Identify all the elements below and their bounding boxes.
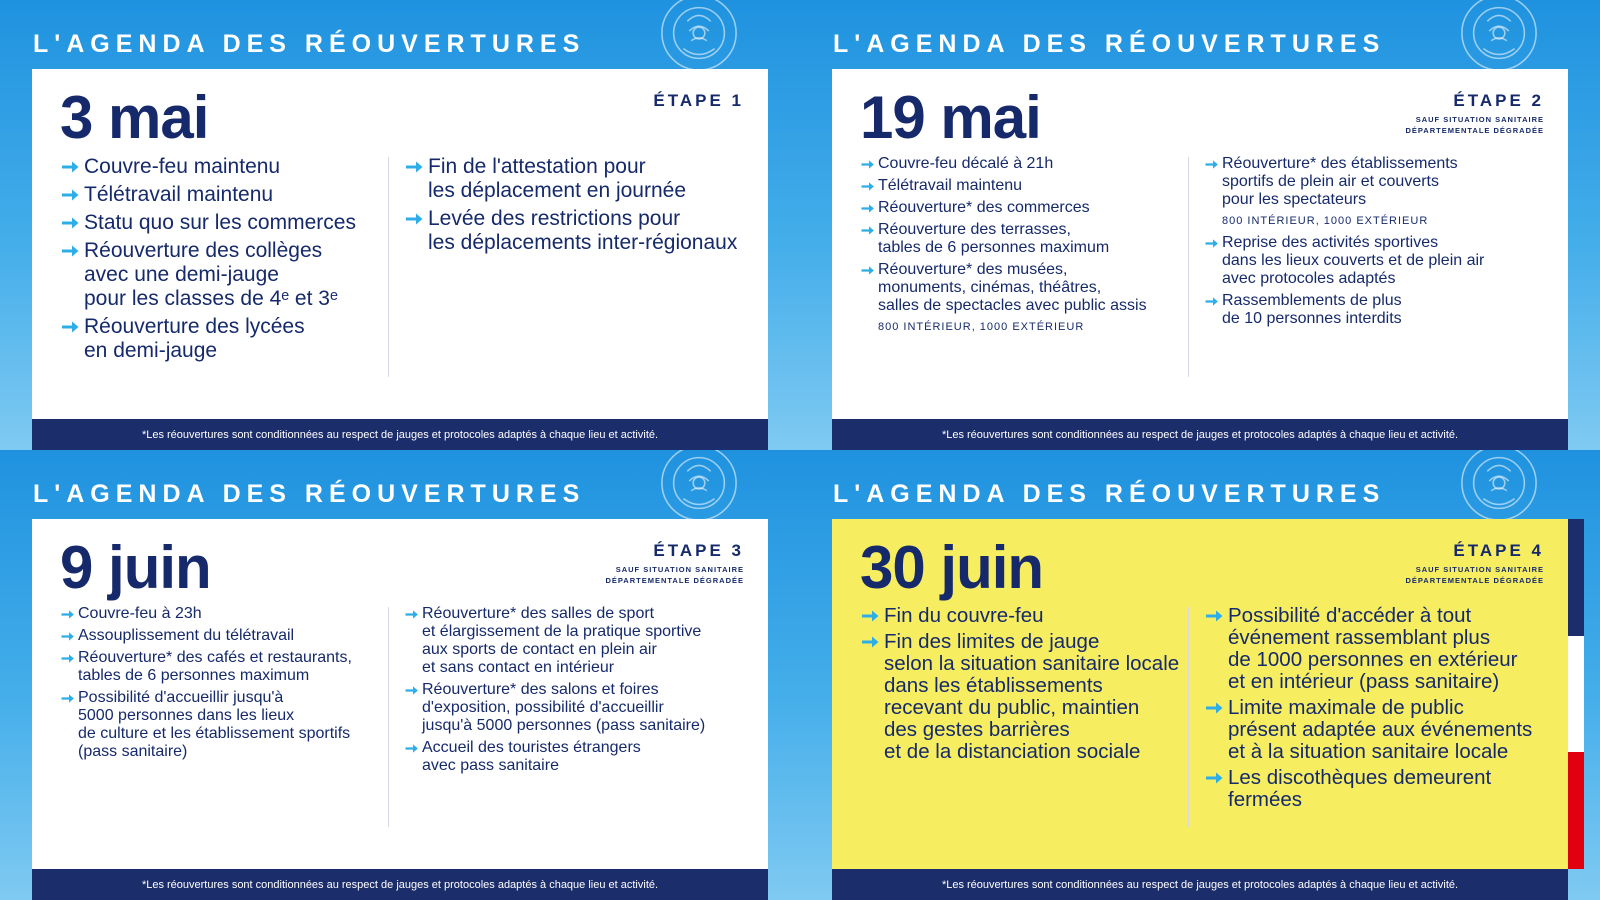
presidence-seal-icon: [650, 450, 748, 524]
step-label: ÉTAPE 4: [1453, 541, 1544, 560]
capacity-note: 800 INTÉRIEUR, 1000 EXTÉRIEUR: [1222, 215, 1429, 227]
list-item: [404, 739, 749, 775]
arrow-right-icon: [60, 651, 75, 666]
left-column: [860, 605, 1190, 767]
list-item-text: Possibilité d'accueillir jusqu'à 5000 personnes dans les lieux de culture et les établissement sportifs (pass sanitaire): [78, 689, 351, 760]
panel-header: L'AGENDA DES RÉOUVERTURES: [33, 30, 586, 58]
list-item-text: Les discothèques demeurent fermées: [1228, 766, 1492, 811]
arrow-right-icon: [404, 683, 419, 698]
list-item: [860, 631, 1190, 763]
panel-header: L'AGENDA DES RÉOUVERTURES: [833, 30, 1386, 58]
footer-note: *Les réouvertures sont conditionnées au respect de jauges et protocoles adaptés à chaque lieu et activité.: [832, 419, 1568, 450]
list-item: [860, 261, 1190, 336]
panel-etape-1: [0, 0, 800, 450]
arrow-right-icon: [1204, 768, 1224, 788]
right-column: [404, 155, 749, 259]
list-item: [1204, 605, 1549, 693]
arrow-right-icon: [60, 213, 80, 233]
list-item: [860, 221, 1190, 257]
list-item: [60, 689, 390, 761]
column-divider: [388, 607, 389, 827]
left-column: [860, 155, 1190, 340]
panel-date: 3 mai: [60, 84, 209, 151]
step-block: [594, 541, 744, 586]
list-item-text: Accueil des touristes étrangers avec pass sanitaire: [422, 739, 641, 774]
arrow-right-icon: [1204, 698, 1224, 718]
arrow-right-icon: [860, 263, 875, 278]
arrow-right-icon: [1204, 606, 1224, 626]
panel-header: L'AGENDA DES RÉOUVERTURES: [33, 480, 586, 508]
list-item: [60, 649, 390, 685]
list-item-text: Télétravail maintenu: [84, 183, 274, 206]
arrow-right-icon: [860, 223, 875, 238]
arrow-right-icon: [404, 607, 419, 622]
list-item-text: Possibilité d'accéder à tout événement rassemblant plus de 1000 personnes en extérieur et en intérieur (pass sanitaire): [1228, 604, 1518, 693]
right-column: [404, 605, 749, 779]
step-label: ÉTAPE 1: [653, 91, 744, 110]
panel-date: 9 juin: [60, 534, 211, 601]
list-item: [60, 627, 390, 645]
footer-note: *Les réouvertures sont conditionnées au respect de jauges et protocoles adaptés à chaque lieu et activité.: [32, 869, 768, 900]
arrow-right-icon: [60, 241, 80, 261]
list-item-text: Levée des restrictions pour les déplacements inter-régionaux: [428, 207, 738, 254]
list-item: [860, 199, 1190, 217]
panel-card: [832, 69, 1568, 441]
list-item-text: Couvre-feu à 23h: [78, 605, 202, 622]
list-item-text: Réouverture* des salons et foires d'exposition, possibilité d'accueillir jusqu'à 5000 personnes (pass sanitaire): [422, 681, 706, 734]
arrow-right-icon: [60, 157, 80, 177]
list-item-text: Assouplissement du télétravail: [78, 627, 295, 644]
list-item: [860, 155, 1190, 173]
arrow-right-icon: [404, 209, 424, 229]
arrow-right-icon: [1204, 236, 1219, 251]
capacity-note: 800 INTÉRIEUR, 1000 EXTÉRIEUR: [878, 321, 1085, 333]
list-item-text: Statu quo sur les commerces: [84, 211, 356, 234]
arrow-right-icon: [60, 185, 80, 205]
list-item-text: Réouverture des collèges avec une demi-jauge pour les classes de 4ᵉ et 3ᵉ: [84, 239, 338, 310]
list-item-text: Couvre-feu décalé à 21h: [878, 155, 1054, 172]
list-item-text: Fin de l'attestation pour les déplacement en journée: [428, 155, 687, 202]
list-item: [404, 681, 749, 735]
panel-etape-2: [800, 0, 1600, 450]
list-item-text: Couvre-feu maintenu: [84, 155, 281, 178]
panel-date: 19 mai: [860, 84, 1041, 151]
french-flag-stripe: [1568, 519, 1584, 869]
step-block: [1394, 541, 1544, 586]
panel-header: L'AGENDA DES RÉOUVERTURES: [833, 480, 1386, 508]
list-item: [1204, 697, 1549, 763]
presidence-seal-icon: [1450, 0, 1548, 74]
step-label: ÉTAPE 3: [653, 541, 744, 560]
list-item: [60, 315, 390, 363]
arrow-right-icon: [60, 691, 75, 706]
list-item: [404, 155, 749, 203]
step-label: ÉTAPE 2: [1453, 91, 1544, 110]
arrow-right-icon: [60, 317, 80, 337]
arrow-right-icon: [60, 607, 75, 622]
footer-note: *Les réouvertures sont conditionnées au respect de jauges et protocoles adaptés à chaque lieu et activité.: [32, 419, 768, 450]
list-item-text: Télétravail maintenu: [878, 177, 1023, 194]
column-divider: [1188, 607, 1189, 827]
arrow-right-icon: [860, 201, 875, 216]
list-item: [60, 155, 390, 179]
list-item: [60, 183, 390, 207]
left-column: [60, 605, 390, 765]
list-item-text: Reprise des activités sportives dans les lieux couverts et de plein air avec protocoles adaptés: [1222, 234, 1485, 287]
list-item-text: Réouverture* des salles de sport et élargissement de la pratique sportive aux sports de contact en plein air et sans contact en intérieur: [422, 605, 702, 676]
list-item-text: Fin du couvre-feu: [884, 604, 1044, 627]
list-item: [404, 605, 749, 677]
presidence-seal-icon: [1450, 450, 1548, 524]
list-item: [1204, 767, 1549, 811]
presidence-seal-icon: [650, 0, 748, 74]
arrow-right-icon: [860, 606, 880, 626]
list-item-text: Limite maximale de public présent adaptée aux événements et à la situation sanitaire locale: [1228, 696, 1533, 763]
panel-etape-3: [0, 450, 800, 900]
panel-date: 30 juin: [860, 534, 1044, 601]
arrow-right-icon: [404, 741, 419, 756]
list-item: [60, 211, 390, 235]
left-column: [60, 155, 390, 367]
list-item: [60, 605, 390, 623]
arrow-right-icon: [404, 157, 424, 177]
list-item: [860, 177, 1190, 195]
list-item-text: Réouverture des terrasses, tables de 6 personnes maximum: [878, 221, 1110, 256]
arrow-right-icon: [860, 157, 875, 172]
arrow-right-icon: [1204, 157, 1219, 172]
list-item-text: Réouverture* des commerces: [878, 199, 1090, 216]
arrow-right-icon: [1204, 294, 1219, 309]
step-block: [653, 91, 744, 111]
list-item: [1204, 155, 1549, 230]
panel-card: [832, 519, 1568, 891]
list-item-text: Réouverture* des cafés et restaurants, tables de 6 personnes maximum: [78, 649, 352, 684]
panel-etape-4: [800, 450, 1600, 900]
list-item-text: Réouverture des lycées en demi-jauge: [84, 315, 305, 362]
right-column: [1204, 605, 1549, 815]
arrow-right-icon: [860, 632, 880, 652]
list-item-text: Rassemblements de plus de 10 personnes interdits: [1222, 292, 1402, 327]
step-note: SAUF SITUATION SANITAIRE DÉPARTEMENTALE DÉGRADÉE: [605, 565, 744, 585]
list-item-text: Fin des limites de jauge selon la situation sanitaire locale dans les établissements recevant du public, maintien des gestes barrières et de la distanciation sociale: [884, 630, 1180, 763]
arrow-right-icon: [60, 629, 75, 644]
list-item: [1204, 292, 1549, 328]
column-divider: [1188, 157, 1189, 377]
list-item-text: Réouverture* des établissements sportifs de plein air et couverts pour les spectateurs: [1222, 155, 1458, 208]
list-item: [1204, 234, 1549, 288]
panel-card: [32, 519, 768, 891]
column-divider: [388, 157, 389, 377]
step-block: [1394, 91, 1544, 136]
list-item: [60, 239, 390, 311]
step-note: SAUF SITUATION SANITAIRE DÉPARTEMENTALE DÉGRADÉE: [1405, 565, 1544, 585]
list-item-text: Réouverture* des musées, monuments, cinémas, théâtres, salles de spectacles avec public assis: [878, 261, 1147, 314]
footer-note: *Les réouvertures sont conditionnées au respect de jauges et protocoles adaptés à chaque lieu et activité.: [832, 869, 1568, 900]
arrow-right-icon: [860, 179, 875, 194]
list-item: [404, 207, 749, 255]
list-item: [860, 605, 1190, 627]
step-note: SAUF SITUATION SANITAIRE DÉPARTEMENTALE DÉGRADÉE: [1405, 115, 1544, 135]
panel-card: [32, 69, 768, 441]
right-column: [1204, 155, 1549, 332]
